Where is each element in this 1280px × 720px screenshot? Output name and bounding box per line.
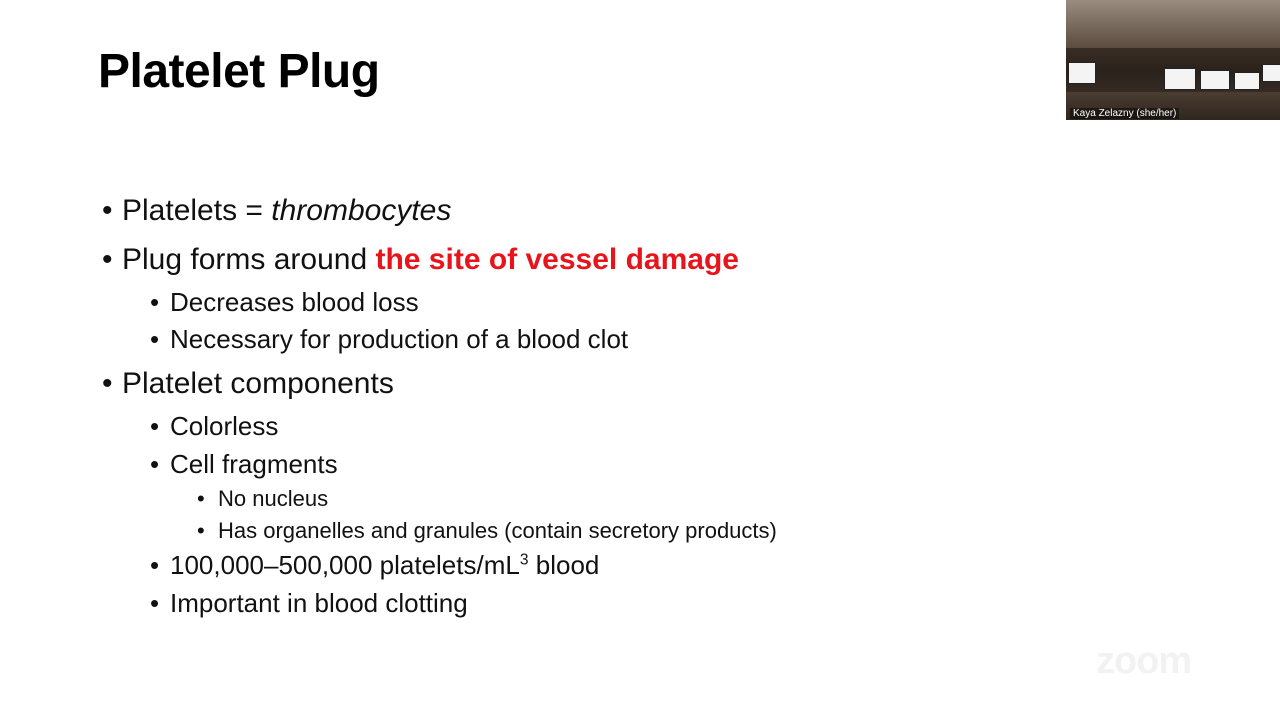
- bullet-text: Important in blood clotting: [170, 588, 468, 618]
- bullet-dot: •: [150, 324, 160, 354]
- bullet-dot: •: [197, 486, 205, 511]
- sub-bullet-decreases-blood-loss: [150, 287, 419, 318]
- zoom-watermark-logo: zoom: [1096, 640, 1192, 682]
- bullet-platelets: [102, 194, 451, 228]
- bullet-text: Platelet components: [122, 367, 394, 400]
- video-ceiling: [1066, 0, 1280, 48]
- bullet-dot: •: [150, 411, 160, 441]
- video-room-screen: [1234, 72, 1260, 90]
- sub-bullet-cell-fragments: [150, 449, 338, 480]
- video-room-screen: [1200, 70, 1230, 90]
- slide-title: Platelet Plug: [98, 45, 380, 98]
- sub-sub-bullet-no-nucleus: [197, 486, 328, 512]
- sub-bullet-necessary-clot: [150, 324, 628, 355]
- bullet-dot: •: [150, 588, 160, 618]
- bullet-platelet-components: [102, 367, 394, 401]
- video-room-screen: [1164, 68, 1196, 90]
- bullet-plug-forms: [102, 243, 739, 277]
- bullet-text: Has organelles and granules (contain secretory products): [218, 518, 777, 543]
- bullet-emphasis-red: the site of vessel damage: [375, 243, 739, 276]
- bullet-dot: •: [102, 194, 113, 227]
- sub-bullet-colorless: [150, 411, 278, 442]
- superscript-3: 3: [519, 551, 529, 569]
- sub-bullet-important-clotting: [150, 588, 468, 619]
- video-room-screen: [1068, 62, 1096, 84]
- participant-name-label: Kaya Zelazny (she/her): [1070, 108, 1179, 119]
- bullet-text: Necessary for production of a blood clot: [170, 324, 629, 354]
- bullet-text: Plug forms around: [122, 243, 376, 276]
- bullet-dot: •: [150, 550, 160, 580]
- participant-video-tile[interactable]: [1066, 0, 1280, 120]
- bullet-text: Platelets =: [122, 194, 272, 227]
- bullet-dot: •: [102, 243, 113, 276]
- bullet-text: Colorless: [170, 411, 279, 441]
- bullet-dot: •: [150, 449, 160, 479]
- bullet-text: No nucleus: [218, 486, 329, 511]
- bullet-italic-term: thrombocytes: [271, 194, 452, 227]
- bullet-text-suffix: blood: [528, 550, 600, 580]
- video-room-screen: [1262, 64, 1280, 82]
- sub-bullet-platelet-count: [150, 550, 599, 581]
- bullet-text: Cell fragments: [170, 449, 338, 479]
- bullet-dot: •: [197, 518, 205, 543]
- sub-sub-bullet-organelles: [197, 518, 777, 544]
- bullet-dot: •: [150, 287, 160, 317]
- bullet-dot: •: [102, 367, 113, 400]
- bullet-text: 100,000–500,000 platelets/mL: [170, 550, 520, 580]
- bullet-text: Decreases blood loss: [170, 287, 419, 317]
